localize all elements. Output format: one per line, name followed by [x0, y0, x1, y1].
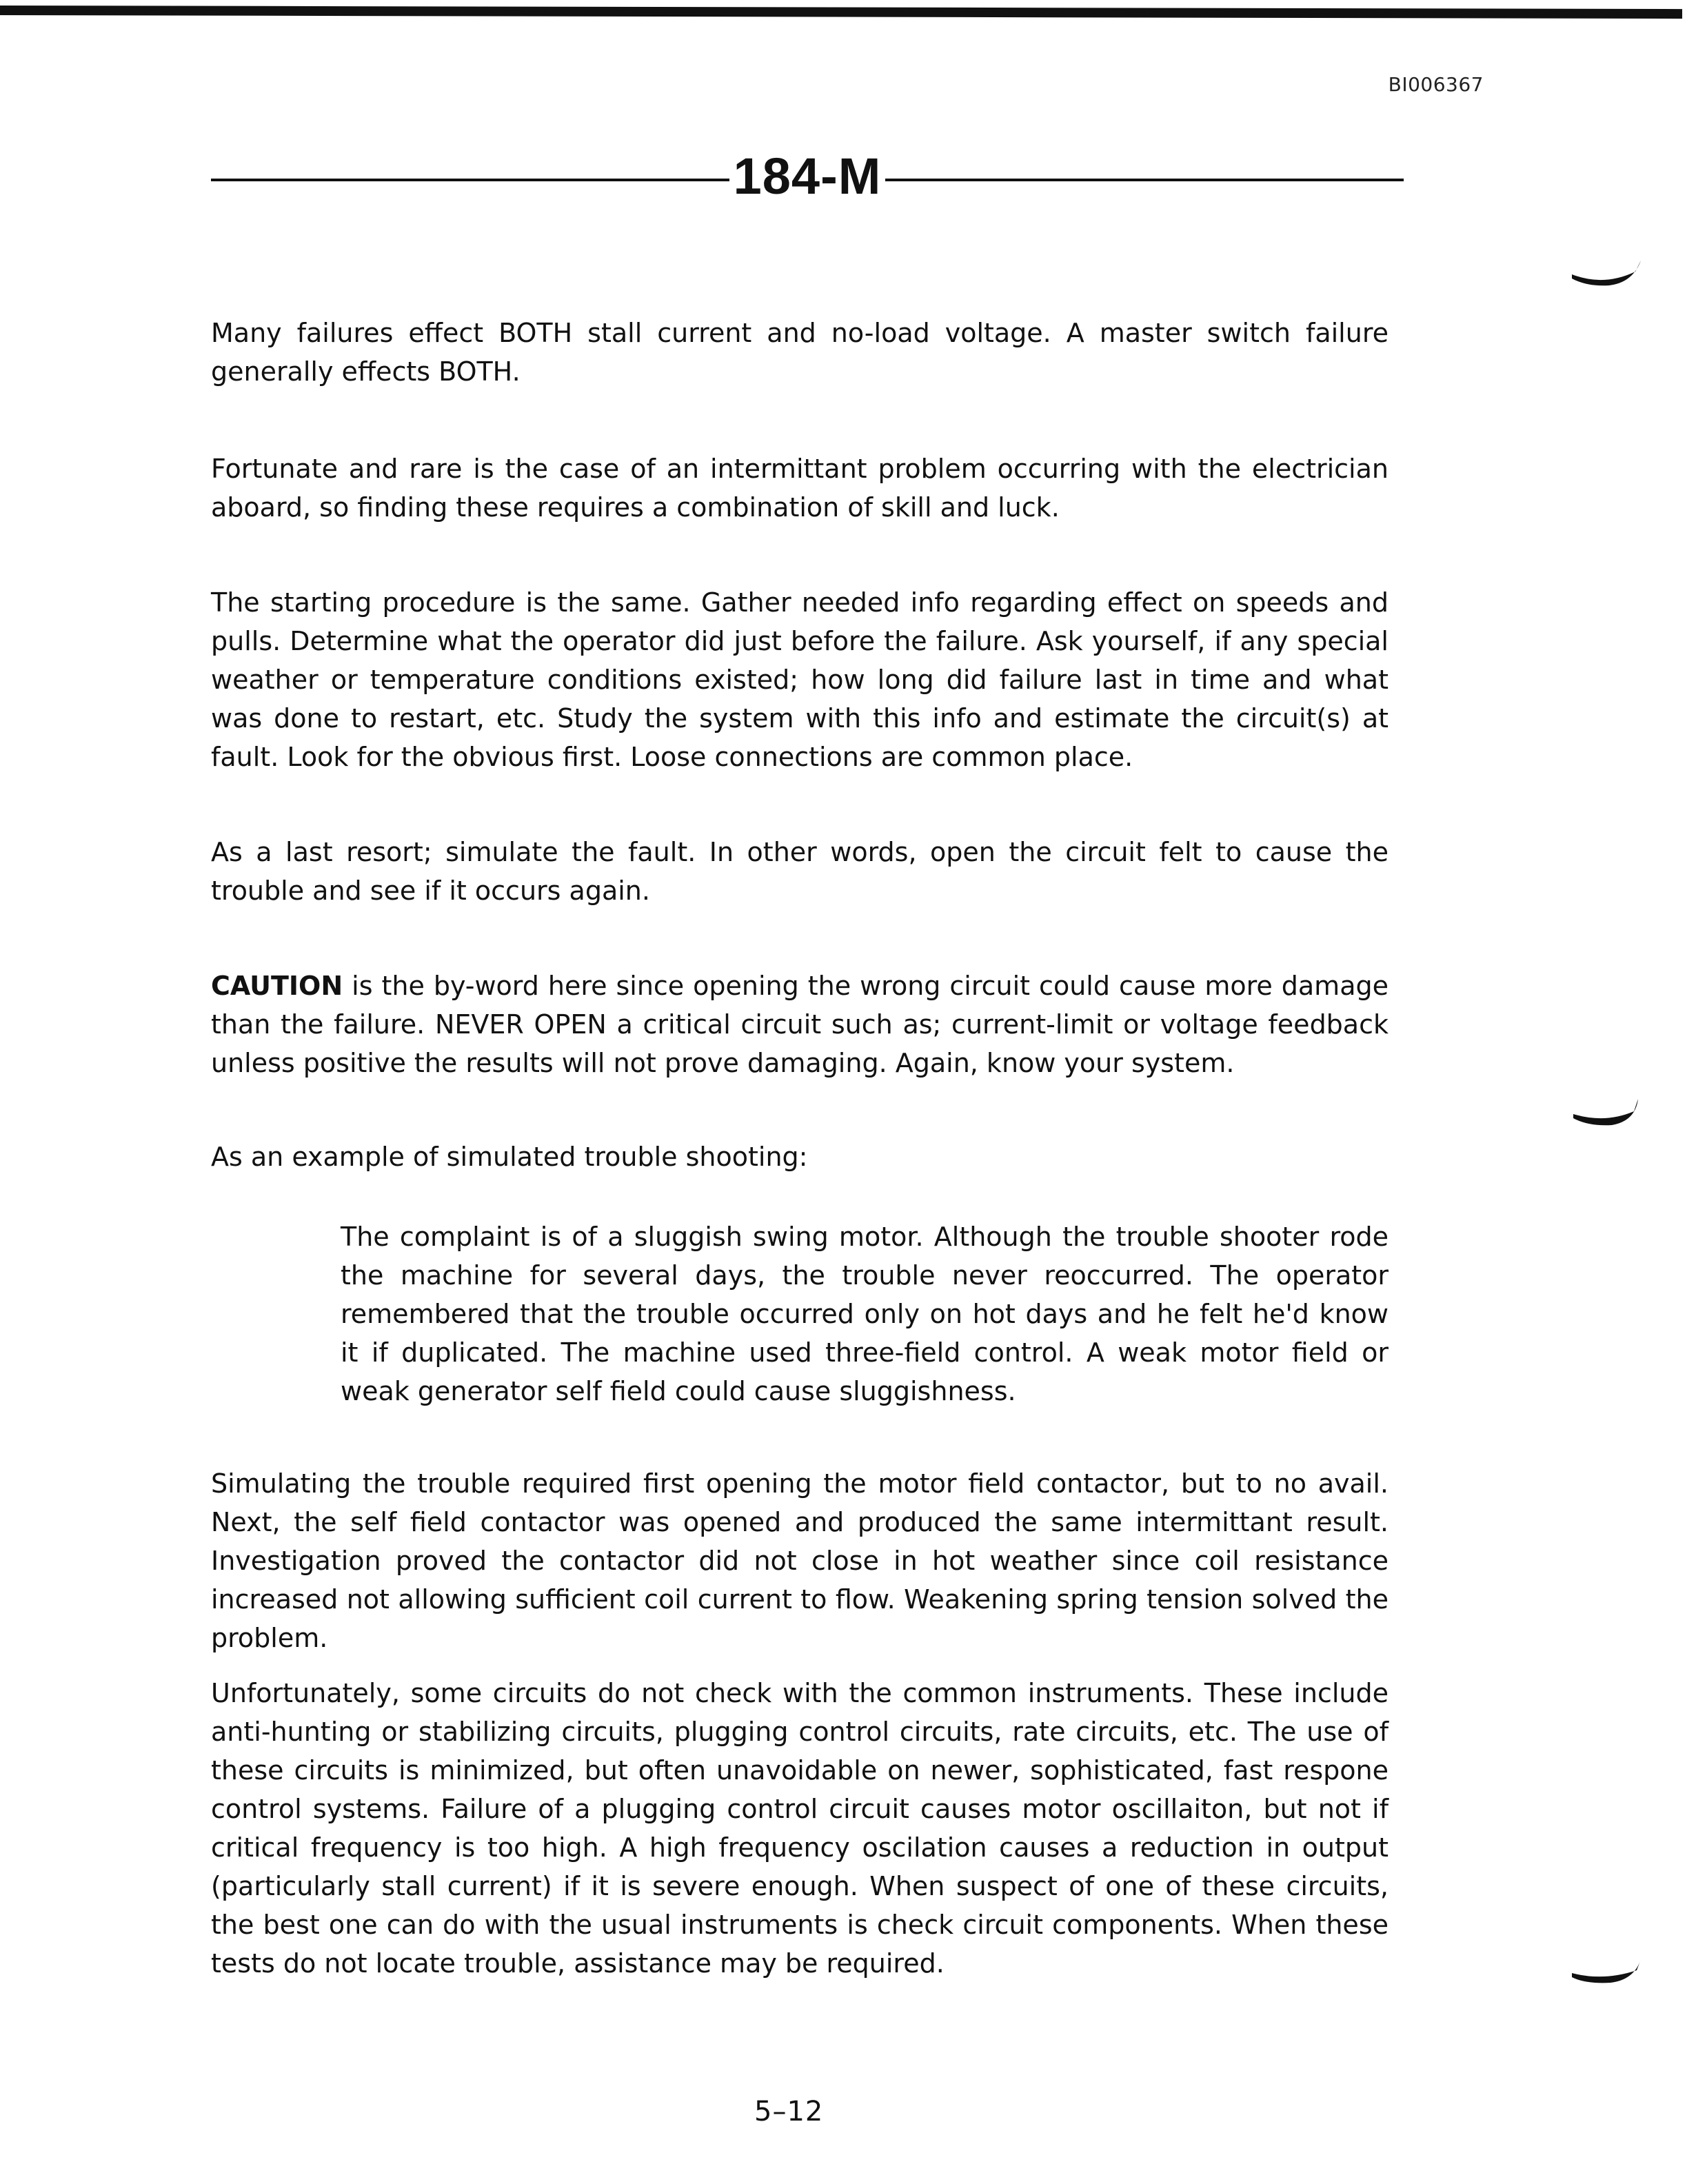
paragraph-2: Fortunate and rare is the case of an intermittant problem occurring with the electrician aboard, so finding these requires a combination of skill and luck. [211, 454, 1389, 523]
paragraph-3: The starting procedure is the same. Gather needed info regarding effect on speeds and pulls. Determine what the operator did just before the failure. Ask yourself, if any special weather or temperature conditions existed; how long did failure last in time and what was done to restart, etc. Study the system with this info and estimate the circuit(s) at fault. Look for the obvious first. Loose connections are common place. [211, 587, 1389, 772]
example-paragraph: The complaint is of a sluggish swing motor. Although the trouble shooter rode the machine for several days, the trouble never reoccurred. The operator remembered that the trouble occurred only on hot days and he felt he'd know it if duplicated. The machine used three-field control. A weak motor field or weak generator self field could cause sluggishness. [341, 1222, 1389, 1406]
caution-label: CAUTION [211, 971, 343, 1001]
paragraph-6: As an example of simulated trouble shooting: [211, 1142, 808, 1172]
page-title: 184-M [733, 147, 882, 205]
page-number: 5–12 [754, 2096, 824, 2127]
paragraph-8: Simulating the trouble required first opening the motor field contactor, but to no avail. Next, the self field contactor was opened and produced the same intermittant result. Investigation proved the contactor did not close in hot weather since coil resistance increased not allowing sufficient coil current to flow. Weakening spring tension solved the problem. [211, 1468, 1389, 1653]
paragraph-9: Unfortunately, some circuits do not check with the common instruments. These include anti-hunting or stabilizing circuits, plugging control circuits, rate circuits, etc. The use of these circuits is minimized, but often unavoidable on newer, sophisticated, fast respone control systems. Failure of a plugging control circuit causes motor oscillaiton, but not if critical frequency is too high. A high frequency oscilation causes a reduction in output (particularly stall current) if it is severe enough. When suspect of one of these circuits, the best one can do with the usual instruments is check circuit components. When these tests do not locate trouble, assistance may be required. [211, 1678, 1389, 1979]
binder-hole-mark-icon [1569, 1952, 1645, 1994]
top-scan-border [0, 6, 1682, 19]
paragraph-1: Many failures effect BOTH stall current and no-load voltage. A master switch failure generally effects BOTH. [211, 318, 1389, 387]
title-rule-left [211, 179, 729, 181]
caution-text: is the by-word here since opening the wrong circuit could cause more damage than the failure. NEVER OPEN a critical circuit such as; current-limit or voltage feedback unless positive the results will not prove damaging. Again, know your system. [211, 971, 1389, 1078]
paragraph-5 [211, 967, 1389, 1082]
title-row [211, 145, 1404, 207]
binder-hole-mark-icon [1569, 255, 1645, 296]
document-id: BI006367 [1388, 73, 1484, 96]
title-rule-right [885, 179, 1404, 181]
paragraph-4: As a last resort; simulate the fault. In other words, open the circuit felt to cause the trouble and see if it occurs again. [211, 837, 1389, 906]
binder-hole-mark-icon [1569, 1096, 1645, 1138]
